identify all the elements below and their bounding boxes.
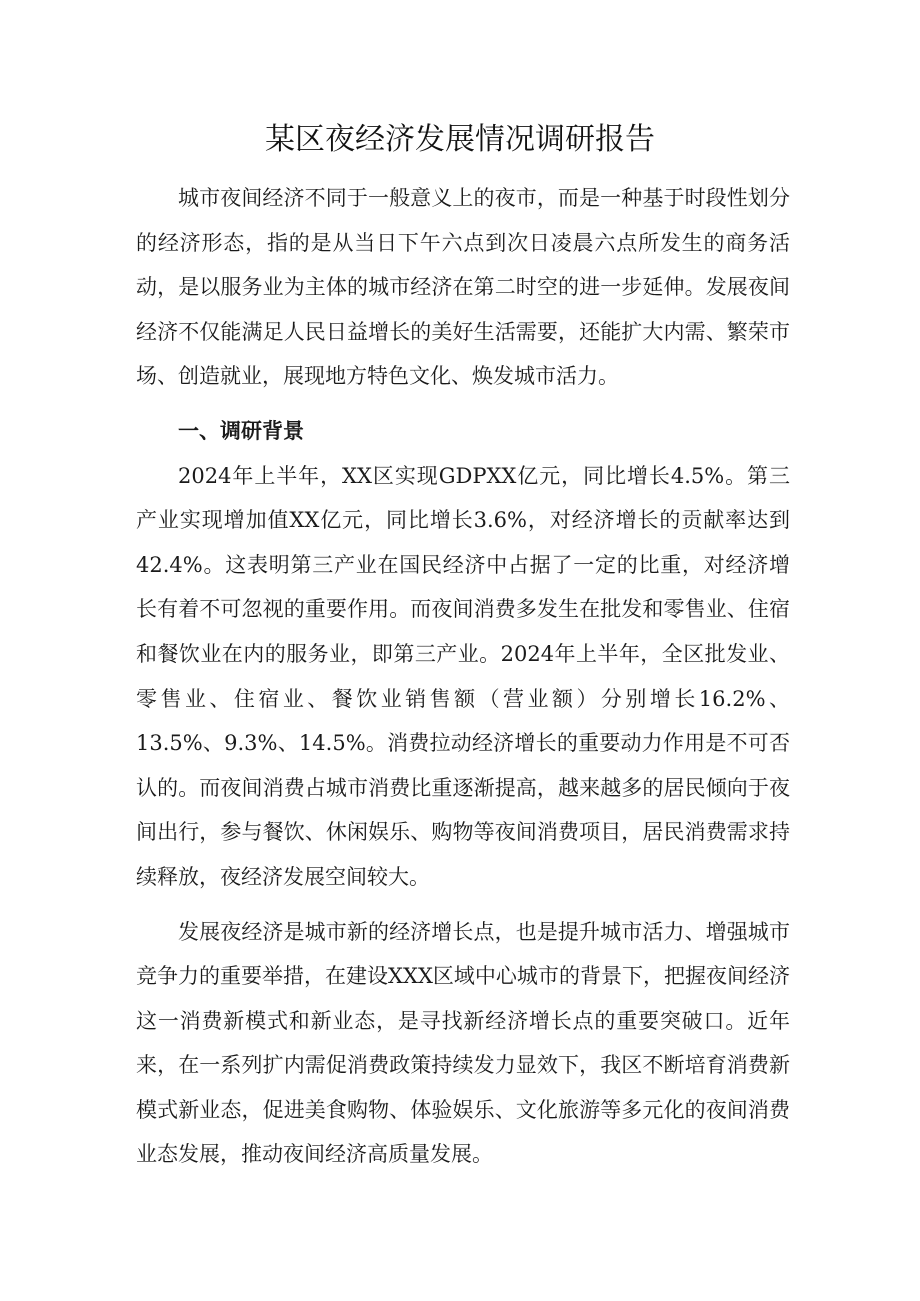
background-paragraph-1: 2024年上半年，XX区实现GDPXX亿元，同比增长4.5%。第三产业实现增加值XX亿元，同比增长3.6%，对经济增长的贡献率达到42.4%。这表明第三产业在国民经济中占据了一定的比重，对经济增长有着不可忽视的重要作用。而夜间消费多发生在批发和零售业、住宿和餐饮业在内的服务业，即第三产业。2024年上半年，全区批发业、零售业、住宿业、餐饮业销售额（营业额）分别增长16.2%、13.5%、9.3%、14.5%。消费拉动经济增长的重要动力作用是不可否认的。而夜间消费占城市消费比重逐渐提高，越来越多的居民倾向于夜间出行，参与餐饮、休闲娱乐、购物等夜间消费项目，居民消费需求持续释放，夜经济发展空间较大。 <box>136 463 790 889</box>
document-body <box>136 176 790 1177</box>
document-title: 某区夜经济发展情况调研报告 <box>265 122 655 157</box>
section-heading-background: 一、调研背景 <box>178 418 304 443</box>
intro-paragraph: 城市夜间经济不同于一般意义上的夜市，而是一种基于时段性划分的经济形态，指的是从当日下午六点到次日凌晨六点所发生的商务活动，是以服务业为主体的城市经济在第二时空的进一步延伸。发展夜间经济不仅能满足人民日益增长的美好生活需要，还能扩大内需、繁荣市场、创造就业，展现地方特色文化、焕发城市活力。 <box>136 186 790 389</box>
background-paragraph-2: 发展夜经济是城市新的经济增长点，也是提升城市活力、增强城市竞争力的重要举措，在建设XXX区域中心城市的背景下，把握夜间经济这一消费新模式和新业态，是寻找新经济增长点的重要突破口。近年来，在一系列扩内需促消费政策持续发力显效下，我区不断培育消费新模式新业态，促进美食购物、体验娱乐、文化旅游等多元化的夜间消费业态发展，推动夜间经济高质量发展。 <box>136 919 790 1167</box>
